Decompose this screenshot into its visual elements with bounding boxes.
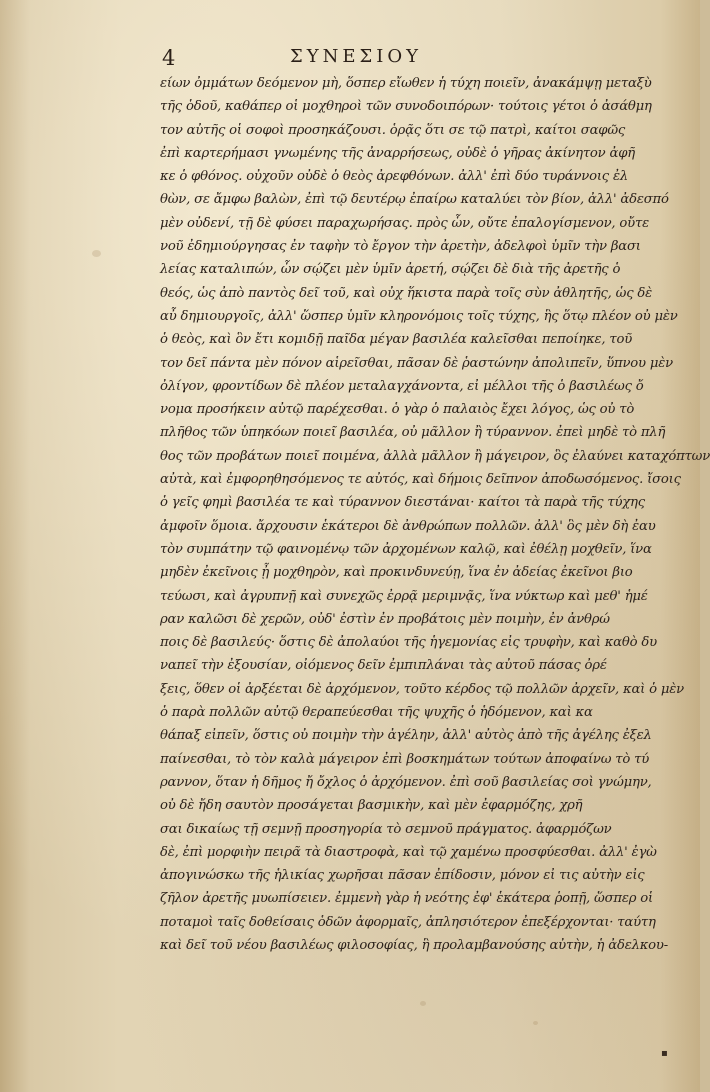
text-line: θάπαξ εἰπεῖν, ὅστις οὐ ποιμὴν τὴν ἀγέλην, ἀλλ' αὐτὸς ἀπὸ τῆς ἀγέλης ἐξελ: [160, 728, 652, 744]
text-line: ὁ θεὸς, καὶ ὃν ἔτι κομιδῇ παῖδα μέγαν βασιλέα καλεῖσθαι πεποίηκε, τοῦ: [160, 332, 633, 348]
text-line: τον αὐτῆς οἱ σοφοὶ προσηκάζουσι. ὁρᾷς ὅτι σε τῷ πατρὶ, καίτοι σαφῶς: [160, 122, 626, 138]
text-line: νοῦ ἐδημιούργησας ἐν ταφὴν τὸ ἔργον τὴν ἀρετὴν, ἀδελφοὶ ὑμῖν τὴν βασι: [160, 239, 641, 255]
text-line: ὀλίγον, φροντίδων δὲ πλέον μεταλαγχάνοντα, εἰ μέλλοι τῆς ὁ βασιλέως ὄ: [160, 378, 644, 394]
text-line: ποις δὲ βασιλεύς· ὅστις δὲ ἀπολαύοι τῆς ἡγεμονίας εἰς τρυφὴν, καὶ καθὸ δυ: [160, 635, 657, 651]
running-head: ΣΥΝΕΣΙΟΥ: [290, 46, 422, 67]
text-line: καὶ δεῖ τοῦ νέου βασιλέως φιλοσοφίας, ἣ προλαμβανούσης αὐτὴν, ἡ ἀδελκου-: [160, 937, 668, 953]
text-line: μηδὲν ἐκεῖνοις ᾖ μοχθηρὸν, καὶ προκινδυνεύῃ, ἵνα ἐν ἀδείας ἐκεῖνοι βιο: [160, 565, 633, 581]
text-line: τον δεῖ πάντα μὲν πόνον αἱρεῖσθαι, πᾶσαν δὲ ῥαστώνην ἀπολιπεῖν, ὕπνου μὲν: [160, 355, 673, 371]
paper-mark: ▪: [661, 1048, 668, 1059]
text-line: ναπεῖ τὴν ἐξουσίαν, οἰόμενος δεῖν ἐμπιπλάναι τὰς αὐτοῦ πάσας ὀρέ: [160, 658, 607, 674]
text-line: ὁ γεῖς φημὶ βασιλέα τε καὶ τύραννον διεστάναι· καίτοι τὰ παρὰ τῆς τύχης: [160, 495, 645, 511]
text-line: λείας καταλιπών, ὧν σῴζει μὲν ὑμῖν ἀρετή, σῴζει δὲ διὰ τῆς ἀρετῆς ὁ: [160, 262, 621, 278]
text-line: θος τῶν προβάτων ποιεῖ ποιμένα, ἀλλὰ μᾶλλον ἢ μάγειρον, ὃς ἐλαύνει καταχόπτων: [160, 448, 710, 464]
text-line: ζῆλον ἀρετῆς μυωπίσειεν. ἐμμενὴ γὰρ ἡ νεότης ἐφ' ἑκάτερα ῥοπῇ, ὥσπερ οἱ: [160, 891, 653, 907]
text-line: ξεις, ὅθεν οἱ ἀρξέεται δὲ ἀρχόμενον, τοῦτο κέρδος τῷ πολλῶν ἀρχεῖν, καὶ ὁ μὲν: [160, 681, 684, 697]
text-line: τῆς ὁδοῦ, καθάπερ οἱ μοχθηροὶ τῶν συνοδοιπόρων· τούτοις γέτοι ὁ ἀσάθμη: [160, 99, 652, 115]
text-line: τεύωσι, καὶ ἀγρυπνῇ καὶ συνεχῶς ἐρρᾷ μεριμνᾷς, ἵνα νύκτωρ καὶ μεθ' ἡμέ: [160, 588, 648, 604]
text-line: είων ὀμμάτων δεόμενον μὴ, ὅσπερ εἴωθεν ἡ τύχη ποιεῖν, ἀνακάμψῃ μεταξὺ: [160, 76, 652, 91]
paper-stain: [420, 1001, 426, 1006]
text-line: ὁ παρὰ πολλῶν αὐτῷ θεραπεύεσθαι τῆς ψυχῆς ὁ ἡδόμενον, καὶ κα: [160, 705, 593, 721]
page-header: [0, 44, 700, 74]
text-line: πλῆθος τῶν ὑπηκόων ποιεῖ βασιλέα, οὐ μᾶλλον ἢ τύραννον. ἐπεὶ μηδὲ τὸ πλῆ: [160, 425, 666, 441]
text-line: τὸν συμπάτην τῷ φαινομένῳ τῶν ἀρχομένων καλῷ, καὶ ἐθέλῃ μοχθεῖν, ἵνα: [160, 541, 652, 557]
body-text: [160, 72, 710, 957]
text-line: οὐ δὲ ἤδη σαυτὸν προσάγεται βασμικὴν, καὶ μὲν ἐφαρμόζης, χρῆ: [160, 798, 583, 814]
text-line: σαι δικαίως τῇ σεμνῇ προσηγορία τὸ σεμνοῦ πράγματος. ἀφαρμόζων: [160, 821, 612, 837]
text-line: νομα προσήκειν αὐτῷ παρέχεσθαι. ὁ γὰρ ὁ παλαιὸς ἔχει λόγος, ὡς οὐ τὸ: [160, 402, 635, 418]
text-line: μὲν οὐδενί, τῇ δὲ φύσει παραχωρήσας. πρὸς ὧν, οὔτε ἐπαλογίσμενον, οὔτε: [160, 215, 649, 231]
page-number: 4: [162, 46, 176, 70]
text-line: κε ὁ φθόνος. οὐχοῦν οὐδὲ ὁ θεὸς ἀρεφθόνων. ἀλλ' ἐπὶ δύο τυράννοις ἐλ: [160, 169, 629, 185]
text-line: δὲ, ἐπὶ μορφιὴν πειρᾶ τὰ διαστροφὰ, καὶ τῷ χαμένω προσφύεσθαι. ἀλλ' ἐγὼ: [160, 844, 657, 860]
text-line: θὼν, σε ἄμφω βαλὼν, ἐπὶ τῷ δευτέρῳ ἐπαίρω καταλύει τὸν βίον, ἀλλ' ἀδεσπό: [160, 192, 669, 208]
text-line: παίνεσθαι, τὸ τὸν καλὰ μάγειρον ἐπὶ βοσκημάτων τούτων ἀποφαίνω τὸ τύ: [160, 751, 650, 767]
text-line: ραννον, ὅταν ἡ δῆμος ἤ ὄχλος ὁ ἀρχόμενον. ἐπὶ σοῦ βασιλείας σοὶ γνώμην,: [160, 774, 652, 790]
text-line: ἐπὶ καρτερήμασι γνωμένης τῆς ἀναρρήσεως, οὐδὲ ὁ γῆρας ἀκίνητον ἀφῆ: [160, 145, 635, 161]
text-line: αὖ δημιουργοῖς, ἀλλ' ὥσπερ ὑμῖν κληρονόμοις τοῖς τύχης, ἣς ὅτῳ πλέον οὐ μὲν: [160, 308, 678, 324]
text-line: ραν καλῶσι δὲ χερῶν, οὐδ' ἐστὶν ἐν προβάτοις μὲν ποιμὴν, ἐν ἀνθρώ: [160, 611, 610, 627]
paper-stain: [533, 1021, 538, 1025]
text-line: ἀμφοῖν ὅμοια. ἄρχουσιν ἑκάτεροι δὲ ἀνθρώπων πολλῶν. ἀλλ' ὃς μὲν δὴ ἐαυ: [160, 518, 656, 534]
text-line: θεός, ὡς ἀπὸ παντὸς δεῖ τοῦ, καὶ οὐχ ἥκιστα παρὰ τοῖς σὺν ἀθλητῆς, ὡς δὲ: [160, 285, 652, 301]
paper-stain: [92, 250, 101, 257]
text-line: ἀπογινώσκω τῆς ἡλικίας χωρῆσαι πᾶσαν ἐπίδοσιν, μόνον εἰ τις αὐτὴν εἰς: [160, 868, 645, 884]
text-line: αὐτὰ, καὶ ἐμφορηθησόμενος τε αὐτός, καὶ δήμοις δεῖπνον ἀποδωσόμενος. ἴσοις: [160, 472, 681, 488]
text-line: ποταμοὶ ταῖς δοθείσαις ὁδῶν ἀφορμαῖς, ἀπλησιότερον ἐπεξέρχονται· ταύτη: [160, 914, 656, 930]
